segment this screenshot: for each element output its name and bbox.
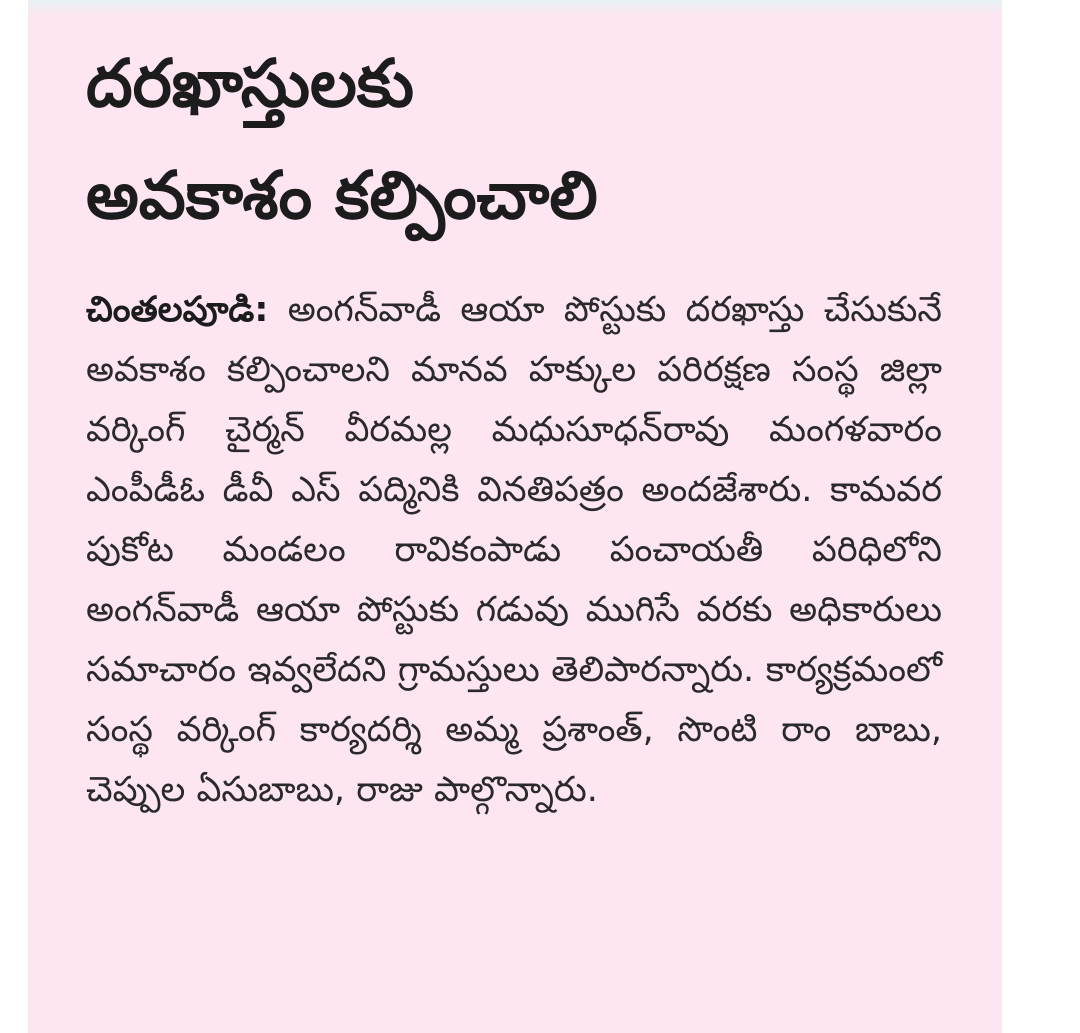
top-strip xyxy=(28,0,1002,16)
article-body-text: అంగన్‌వాడీ ఆయా పోస్టుకు దరఖాస్తు చేసుకునే అవకాశం కల్పించాలని మానవ హక్కుల పరిరక్షణ సంస్థ జిల్లా వర్కింగ్ చైర్మన్ వీరమల్ల మధుసూధన్‌రావు మంగళవారం ఎంపీడీఓ డీవీ ఎస్ పద్మినికి వినతిపత్రం అందజేశారు. కామవర పుకోట మండలం రావికంపాడు పంచాయతీ పరిధిలోని అంగన్‌వాడీ ఆయా పోస్టుకు గడువు ముగిసే వరకు అధికారులు సమాచారం ఇవ్వలేదని గ్రామస్తులు తెలిపారన్నారు. కార్యక్రమంలో సంస్థ వర్కింగ్ కార్యదర్శి అమ్మ ప్రశాంత్, సొంటి రాం బాబు, చెప్పుల ఏసుబాబు, రాజు పాల్గొన్నారు. xyxy=(86,290,942,810)
article-body xyxy=(86,280,942,820)
news-clipping xyxy=(28,0,1002,1033)
article-headline: దరఖాస్తులకు అవకాశం కల్పించాలి xyxy=(86,45,598,234)
article-dateline: చింతలపూడి: xyxy=(86,290,269,330)
